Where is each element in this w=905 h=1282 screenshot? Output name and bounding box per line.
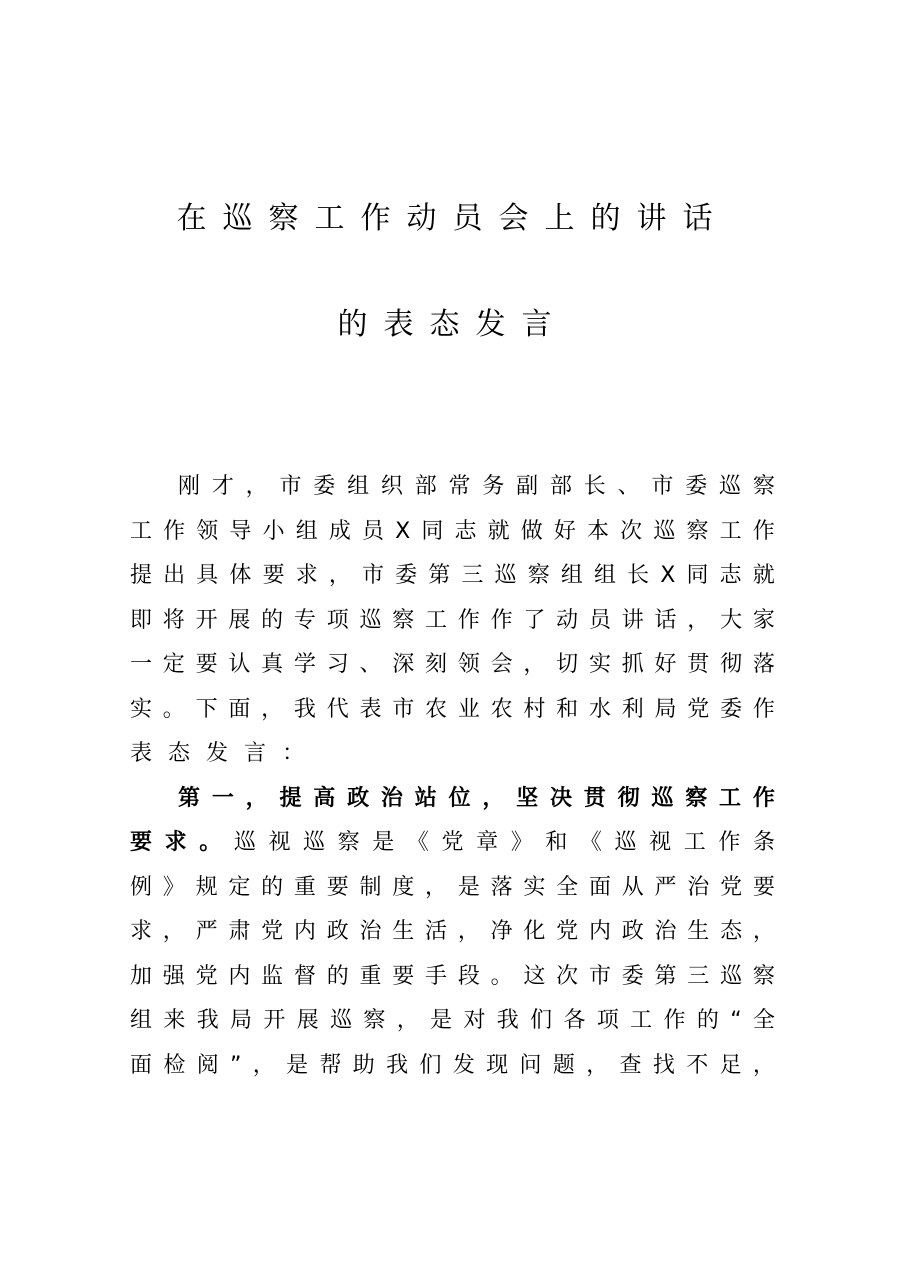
- char: 《: [406, 830, 429, 855]
- char: 学: [293, 652, 316, 677]
- char: 足: [719, 1052, 742, 1078]
- char: 具: [196, 563, 219, 588]
- paragraph-line: [130, 732, 775, 777]
- char: 巡: [233, 830, 256, 855]
- char: 织: [380, 474, 403, 499]
- char: 第: [178, 785, 201, 811]
- char: ，: [162, 919, 185, 944]
- char: 组: [593, 563, 616, 588]
- char: 内: [293, 919, 316, 944]
- char: 肃: [228, 919, 251, 944]
- char: ，: [245, 785, 268, 811]
- char: 副: [516, 474, 539, 499]
- char: 彻: [617, 785, 640, 811]
- char: 来: [163, 1008, 186, 1033]
- char: 治: [687, 874, 710, 900]
- char: 位: [448, 785, 471, 811]
- char: 言: [244, 741, 267, 766]
- char: 彻: [720, 652, 743, 677]
- char: 察: [752, 963, 775, 989]
- char: 察: [685, 785, 708, 811]
- char: 我: [196, 1008, 219, 1033]
- char: 这: [523, 963, 546, 989]
- char: 同: [686, 563, 709, 588]
- char: 段: [457, 963, 480, 989]
- char: 视: [268, 830, 291, 855]
- char: 党: [720, 874, 743, 900]
- char: ，: [425, 874, 448, 900]
- char: 党: [556, 919, 579, 944]
- char: 《: [579, 830, 602, 855]
- char: 巡: [303, 830, 326, 855]
- char: 工: [719, 785, 742, 811]
- char: 实: [130, 696, 153, 722]
- char: 查: [619, 1052, 642, 1078]
- char: 全: [556, 874, 579, 900]
- char: 第: [428, 563, 451, 588]
- char: 巡: [719, 474, 742, 499]
- char: 小: [262, 518, 285, 544]
- char: 才: [211, 474, 234, 499]
- char: 体: [229, 563, 252, 588]
- char: 动: [556, 607, 579, 633]
- char: 作: [457, 607, 480, 633]
- char: 题: [552, 1052, 575, 1078]
- char: 态: [168, 741, 191, 766]
- char: 一: [130, 652, 153, 677]
- char: 提: [279, 785, 302, 811]
- paragraph-line: [130, 1044, 775, 1089]
- char: 水: [588, 696, 611, 722]
- char: 规: [195, 874, 218, 900]
- char: 农: [490, 696, 513, 722]
- char: 对: [463, 1008, 486, 1033]
- char: 化: [523, 919, 546, 944]
- document-body: [130, 465, 775, 1088]
- char: 手: [425, 963, 448, 989]
- char: 次: [620, 518, 643, 544]
- char: 巡: [330, 1008, 353, 1033]
- paragraph-line: [130, 821, 775, 866]
- char: 。: [199, 830, 222, 855]
- char: 治: [359, 919, 382, 944]
- char: 委: [395, 563, 418, 588]
- char: 》: [162, 874, 185, 900]
- char: 的: [696, 1008, 719, 1033]
- char: 部: [414, 474, 437, 499]
- char: 决: [549, 785, 572, 811]
- char: 领: [196, 518, 219, 544]
- paragraph-line: [130, 688, 775, 733]
- char: ，: [752, 1052, 775, 1078]
- char: 要: [195, 652, 218, 677]
- char: 阅: [196, 1052, 219, 1078]
- char: 组: [560, 563, 583, 588]
- char: 要: [262, 563, 285, 588]
- char: 治: [654, 919, 677, 944]
- char: 贯: [583, 785, 606, 811]
- char: ，: [396, 1008, 419, 1033]
- char: 实: [523, 874, 546, 900]
- char: 条: [752, 830, 775, 855]
- char: 面: [228, 696, 251, 722]
- char: 真: [261, 652, 284, 677]
- char: 长: [583, 474, 606, 499]
- char: 认: [228, 652, 251, 677]
- char: 巡: [651, 785, 674, 811]
- char: 同: [421, 518, 444, 544]
- char: 各: [563, 1008, 586, 1033]
- char: 》: [510, 830, 533, 855]
- char: 度: [392, 874, 415, 900]
- char: 助: [352, 1052, 375, 1078]
- char: 农: [425, 696, 448, 722]
- char: 作: [490, 607, 513, 633]
- char: 成: [328, 518, 351, 544]
- char: 落: [752, 652, 775, 677]
- char: 是: [286, 1052, 309, 1078]
- char: 话: [654, 607, 677, 633]
- char: 大: [720, 607, 743, 633]
- char: ，: [523, 652, 546, 677]
- char: 提: [130, 563, 153, 588]
- char: 监: [261, 963, 284, 989]
- char: 净: [490, 919, 513, 944]
- char: 表: [130, 741, 153, 766]
- char: 巡: [720, 963, 743, 989]
- char: 要: [752, 874, 775, 900]
- char: 政: [326, 919, 349, 944]
- char: 严: [195, 919, 218, 944]
- char: 实: [588, 652, 611, 677]
- char: 严: [654, 874, 677, 900]
- section-heading-line: [130, 777, 775, 822]
- char: 是: [372, 830, 395, 855]
- paragraph-line: [130, 643, 775, 688]
- char: 检: [163, 1052, 186, 1078]
- char: 刻: [425, 652, 448, 677]
- char: 抓: [621, 652, 644, 677]
- char: 志: [719, 563, 742, 588]
- char: X: [395, 518, 411, 544]
- char: 巡: [359, 607, 382, 633]
- char: ，: [457, 919, 480, 944]
- char: 局: [654, 696, 677, 722]
- char: 委: [621, 963, 644, 989]
- char: 会: [490, 652, 513, 677]
- char: 工: [719, 518, 742, 544]
- char: ，: [245, 474, 268, 499]
- char: 不: [686, 1052, 709, 1078]
- char: 找: [652, 1052, 675, 1078]
- char: 领: [457, 652, 480, 677]
- char: 巡: [653, 518, 676, 544]
- char: 要: [326, 874, 349, 900]
- char: 们: [530, 1008, 553, 1033]
- char: 部: [549, 474, 572, 499]
- char: 下: [195, 696, 218, 722]
- char: 和: [545, 830, 568, 855]
- char: 的: [261, 607, 284, 633]
- char: 现: [486, 1052, 509, 1078]
- char: 重: [293, 874, 316, 900]
- char: 政: [347, 785, 370, 811]
- char: ，: [752, 919, 775, 944]
- char: 工: [683, 830, 706, 855]
- char: 党: [441, 830, 464, 855]
- char: 要: [392, 963, 415, 989]
- char: 刚: [178, 474, 201, 499]
- char: 市: [279, 474, 302, 499]
- char: 从: [621, 874, 644, 900]
- char: ，: [252, 1052, 275, 1078]
- char: 务: [482, 474, 505, 499]
- char: 常: [448, 474, 471, 499]
- paragraph-line: [130, 955, 775, 1000]
- paragraph-line: [130, 866, 775, 911]
- char: 巡: [494, 563, 517, 588]
- char: 我: [293, 696, 316, 722]
- char: 。: [490, 963, 513, 989]
- char: 求: [295, 563, 318, 588]
- char: 察: [392, 607, 415, 633]
- char: 员: [361, 518, 384, 544]
- char: 强: [162, 963, 185, 989]
- char: 的: [326, 963, 349, 989]
- char: 好: [654, 652, 677, 677]
- document-title-line-1: 在巡察工作动员会上的讲话: [176, 201, 729, 236]
- char: 深: [392, 652, 415, 677]
- char: 村: [523, 696, 546, 722]
- char: 党: [687, 696, 710, 722]
- char: 导: [229, 518, 252, 544]
- char: 组: [130, 1008, 153, 1033]
- char: 开: [195, 607, 218, 633]
- paragraph-line: [130, 910, 775, 955]
- char: 问: [519, 1052, 542, 1078]
- char: 面: [588, 874, 611, 900]
- char: 本: [587, 518, 610, 544]
- char: 长: [627, 563, 650, 588]
- char: 展: [228, 607, 251, 633]
- char: 和: [556, 696, 579, 722]
- char: 次: [556, 963, 579, 989]
- char: 出: [163, 563, 186, 588]
- char: 作: [752, 785, 775, 811]
- char: 三: [461, 563, 484, 588]
- char: ，: [328, 563, 351, 588]
- char: 第: [654, 963, 677, 989]
- char: 察: [686, 518, 709, 544]
- char: 态: [720, 919, 743, 944]
- char: 党: [195, 963, 218, 989]
- char: 、: [359, 652, 382, 677]
- char: 高: [313, 785, 336, 811]
- char: ：: [282, 741, 305, 766]
- char: 全: [752, 1008, 775, 1033]
- char: 专: [293, 607, 316, 633]
- char: 组: [347, 474, 370, 499]
- char: 生: [392, 919, 415, 944]
- document-title-line-2: 的表态发言: [337, 307, 568, 342]
- paragraph-line: [130, 999, 775, 1044]
- char: 求: [130, 919, 153, 944]
- char: ，: [261, 696, 284, 722]
- char: 落: [490, 874, 513, 900]
- char: 视: [649, 830, 672, 855]
- char: 习: [326, 652, 349, 677]
- char: 生: [687, 919, 710, 944]
- char: 了: [523, 607, 546, 633]
- char: 察: [752, 474, 775, 499]
- char: 开: [263, 1008, 286, 1033]
- char: 就: [487, 518, 510, 544]
- char: 是: [430, 1008, 453, 1033]
- char: 就: [752, 563, 775, 588]
- char: 党: [261, 919, 284, 944]
- char: 工: [130, 518, 153, 544]
- char: 切: [556, 652, 579, 677]
- char: 市: [588, 963, 611, 989]
- char: 局: [230, 1008, 253, 1033]
- char: 坚: [516, 785, 539, 811]
- paragraph-line: [130, 599, 775, 644]
- paragraph-line: [130, 510, 775, 555]
- char: 贯: [687, 652, 710, 677]
- char: 治: [380, 785, 403, 811]
- char: 定: [162, 652, 185, 677]
- char: 我: [386, 1052, 409, 1078]
- char: 作: [718, 830, 741, 855]
- char: “: [730, 1008, 742, 1033]
- char: 督: [293, 963, 316, 989]
- paragraph-line: [130, 465, 775, 510]
- char: 作: [163, 518, 186, 544]
- paragraph-line: [130, 554, 775, 599]
- char: 利: [621, 696, 644, 722]
- char: 制: [359, 874, 382, 900]
- char: 讲: [621, 607, 644, 633]
- char: 察: [337, 830, 360, 855]
- char: 例: [130, 874, 153, 900]
- char: 代: [326, 696, 349, 722]
- char: 好: [553, 518, 576, 544]
- char: 面: [130, 1052, 153, 1078]
- char: 站: [414, 785, 437, 811]
- char: 委: [720, 696, 743, 722]
- char: 发: [206, 741, 229, 766]
- char: 重: [359, 963, 382, 989]
- char: 作: [752, 518, 775, 544]
- char: 业: [457, 696, 480, 722]
- char: 委: [685, 474, 708, 499]
- char: 市: [361, 563, 384, 588]
- char: 委: [313, 474, 336, 499]
- char: 活: [425, 919, 448, 944]
- char: 。: [162, 696, 185, 722]
- char: 展: [296, 1008, 319, 1033]
- char: 章: [476, 830, 499, 855]
- char: 发: [452, 1052, 475, 1078]
- char: 察: [527, 563, 550, 588]
- char: 表: [359, 696, 382, 722]
- char: 家: [752, 607, 775, 633]
- char: 、: [617, 474, 640, 499]
- char: 察: [363, 1008, 386, 1033]
- char: 政: [621, 919, 644, 944]
- char: 项: [326, 607, 349, 633]
- char: 员: [588, 607, 611, 633]
- char: 内: [588, 919, 611, 944]
- char: ，: [586, 1052, 609, 1078]
- char: 定: [228, 874, 251, 900]
- char: 将: [162, 607, 185, 633]
- char: 求: [164, 830, 187, 855]
- char: 项: [596, 1008, 619, 1033]
- char: 工: [630, 1008, 653, 1033]
- char: 的: [261, 874, 284, 900]
- char: 作: [752, 696, 775, 722]
- char: 市: [392, 696, 415, 722]
- char: 内: [228, 963, 251, 989]
- char: 我: [496, 1008, 519, 1033]
- char: 们: [419, 1052, 442, 1078]
- char: ”: [230, 1052, 242, 1078]
- char: 组: [295, 518, 318, 544]
- char: 加: [130, 963, 153, 989]
- char: 要: [130, 830, 153, 855]
- char: 做: [520, 518, 543, 544]
- char: 帮: [319, 1052, 342, 1078]
- char: 志: [454, 518, 477, 544]
- char: 工: [425, 607, 448, 633]
- char: 即: [130, 607, 153, 633]
- char: 三: [687, 963, 710, 989]
- char: ，: [482, 785, 505, 811]
- char: X: [660, 563, 676, 588]
- char: 是: [457, 874, 480, 900]
- char: 巡: [614, 830, 637, 855]
- char: ，: [687, 607, 710, 633]
- char: 作: [663, 1008, 686, 1033]
- char: 市: [651, 474, 674, 499]
- char: 一: [211, 785, 234, 811]
